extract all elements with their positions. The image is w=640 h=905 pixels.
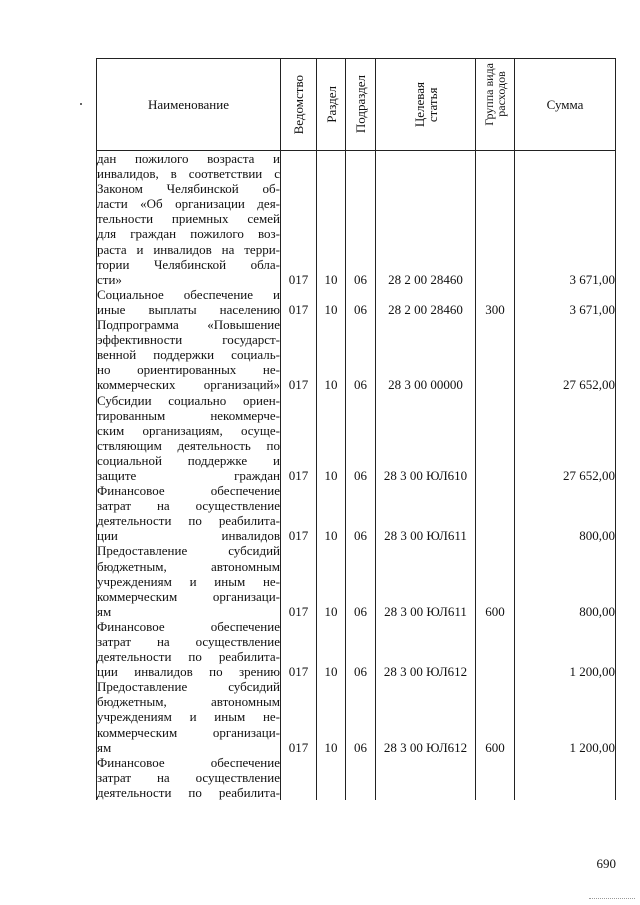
row-dept: 017 xyxy=(281,543,317,618)
page-number: 690 xyxy=(596,856,616,871)
row-section xyxy=(317,755,346,800)
name-line: ям xyxy=(97,739,112,755)
name-line: деятельности по реабилита- xyxy=(97,649,280,665)
header-section: Раздел xyxy=(317,59,346,151)
row-sum: 3 671,00 xyxy=(515,151,616,287)
row-target: 28 2 00 28460 xyxy=(376,287,476,317)
row-target: 28 3 00 ЮЛ610 xyxy=(376,393,476,484)
row-section: 10 xyxy=(317,151,346,287)
row-group xyxy=(476,151,515,287)
table-row xyxy=(97,393,616,484)
row-target xyxy=(376,755,476,800)
row-target: 28 3 00 ЮЛ612 xyxy=(376,619,476,679)
row-group xyxy=(476,755,515,800)
scan-speck xyxy=(80,103,82,105)
row-subsection xyxy=(346,755,376,800)
table-row xyxy=(97,483,616,543)
table-row xyxy=(97,317,616,392)
table-row xyxy=(97,151,616,287)
row-subsection: 06 xyxy=(346,483,376,543)
table-row xyxy=(97,619,616,679)
row-group xyxy=(476,619,515,679)
row-dept: 017 xyxy=(281,483,317,543)
row-sum: 3 671,00 xyxy=(515,287,616,317)
row-target: 28 2 00 28460 xyxy=(376,151,476,287)
name-line: защите граждан xyxy=(97,467,280,483)
row-section: 10 xyxy=(317,619,346,679)
header-subsection: Подраздел xyxy=(346,59,376,151)
header-sum: Сумма xyxy=(515,59,616,151)
row-sum: 800,00 xyxy=(515,483,616,543)
header-group: Группа вида расходов xyxy=(476,59,515,151)
name-line: но ориентированных не- xyxy=(97,362,280,378)
row-sum xyxy=(515,755,616,800)
row-section: 10 xyxy=(317,483,346,543)
name-line: учреждениям и иным не- xyxy=(97,709,280,725)
name-line: Финансовое обеспечение xyxy=(97,618,280,634)
row-section: 10 xyxy=(317,679,346,754)
name-line: затрат на осуществление xyxy=(97,498,280,514)
name-line: деятельности по реабилита- xyxy=(97,513,280,529)
row-target: 28 3 00 00000 xyxy=(376,317,476,392)
row-subsection: 06 xyxy=(346,317,376,392)
row-subsection: 06 xyxy=(346,393,376,484)
name-line: ции инвалидов по зрению xyxy=(97,664,280,680)
name-line: коммерческим организаци- xyxy=(97,724,280,740)
row-name xyxy=(97,287,281,317)
row-name xyxy=(97,619,281,679)
row-target: 28 3 00 ЮЛ612 xyxy=(376,679,476,754)
name-line: тированным некоммерче- xyxy=(97,407,280,423)
name-line: Предоставление субсидий xyxy=(97,543,280,559)
row-name xyxy=(97,151,281,287)
row-group: 300 xyxy=(476,287,515,317)
row-dept xyxy=(281,755,317,800)
name-line: социальной поддержке и xyxy=(97,452,280,468)
name-line: иные выплаты населению xyxy=(97,301,280,317)
name-line: затрат на осуществление xyxy=(97,634,280,649)
scan-artifact xyxy=(589,898,635,900)
row-group: 600 xyxy=(476,679,515,754)
name-line: Субсидии социально ориен- xyxy=(97,392,280,408)
row-group: 600 xyxy=(476,543,515,618)
row-sum: 800,00 xyxy=(515,543,616,618)
row-section: 10 xyxy=(317,287,346,317)
table-row xyxy=(97,543,616,618)
name-line: бюджетным, автономным xyxy=(97,558,280,574)
name-line: раста и инвалидов на терри- xyxy=(97,241,280,257)
name-line: бюджетным, автономным xyxy=(97,694,280,710)
row-subsection: 06 xyxy=(346,287,376,317)
name-line: эффективности государст- xyxy=(97,332,280,348)
row-sum: 27 652,00 xyxy=(515,393,616,484)
name-line: тории Челябинской обла- xyxy=(97,256,280,272)
row-target: 28 3 00 ЮЛ611 xyxy=(376,483,476,543)
row-name xyxy=(97,317,281,392)
header-row xyxy=(97,59,616,151)
table-row xyxy=(97,755,616,800)
name-line: учреждениям и иным не- xyxy=(97,573,280,589)
name-line: Финансовое обеспечение xyxy=(97,483,280,499)
row-name xyxy=(97,393,281,484)
name-line: коммерческим организаци- xyxy=(97,588,280,604)
row-target: 28 3 00 ЮЛ611 xyxy=(376,543,476,618)
row-subsection: 06 xyxy=(346,619,376,679)
row-name xyxy=(97,755,281,800)
name-line: ям xyxy=(97,603,112,619)
row-subsection: 06 xyxy=(346,679,376,754)
name-line: ласти «Об организации дея- xyxy=(97,196,280,212)
row-section: 10 xyxy=(317,543,346,618)
row-name xyxy=(97,679,281,754)
name-line: деятельности по реабилита- xyxy=(97,784,280,800)
name-line: Предоставление субсидий xyxy=(97,679,280,695)
header-target: Целевая статья xyxy=(376,59,476,151)
name-line: ским организациям, осуще- xyxy=(97,422,280,438)
header-name: Наименование xyxy=(97,59,281,151)
name-line: инвалидов, в соответствии с xyxy=(97,166,280,182)
name-line: Законом Челябинской об- xyxy=(97,181,280,197)
row-section: 10 xyxy=(317,317,346,392)
table-row xyxy=(97,287,616,317)
name-line: сти» xyxy=(97,271,122,287)
name-line: венной поддержки социаль- xyxy=(97,347,280,363)
name-line: коммерческих организаций» xyxy=(97,377,280,393)
row-subsection: 06 xyxy=(346,543,376,618)
row-sum: 27 652,00 xyxy=(515,317,616,392)
row-dept: 017 xyxy=(281,151,317,287)
row-group xyxy=(476,393,515,484)
row-sum: 1 200,00 xyxy=(515,679,616,754)
budget-table xyxy=(96,58,616,800)
row-section: 10 xyxy=(317,393,346,484)
name-line: ции инвалидов xyxy=(97,528,280,544)
name-line: дан пожилого возраста и xyxy=(97,151,280,166)
name-line: Подпрограмма «Повышение xyxy=(97,317,280,333)
name-line: Финансовое обеспечение xyxy=(97,754,280,770)
row-dept: 017 xyxy=(281,393,317,484)
name-line: затрат на осуществление xyxy=(97,769,280,785)
name-line: тельности приемных семей xyxy=(97,211,280,227)
row-group xyxy=(476,483,515,543)
name-line: Социальное обеспечение и xyxy=(97,286,280,302)
row-group xyxy=(476,317,515,392)
row-dept: 017 xyxy=(281,287,317,317)
row-name xyxy=(97,483,281,543)
row-sum: 1 200,00 xyxy=(515,619,616,679)
row-dept: 017 xyxy=(281,317,317,392)
name-line: для граждан пожилого воз- xyxy=(97,226,280,242)
table-row xyxy=(97,679,616,754)
row-dept: 017 xyxy=(281,679,317,754)
header-dept: Ведомство xyxy=(281,59,317,151)
row-name xyxy=(97,543,281,618)
name-line: ствляющим деятельность по xyxy=(97,437,280,453)
row-subsection: 06 xyxy=(346,151,376,287)
row-dept: 017 xyxy=(281,619,317,679)
